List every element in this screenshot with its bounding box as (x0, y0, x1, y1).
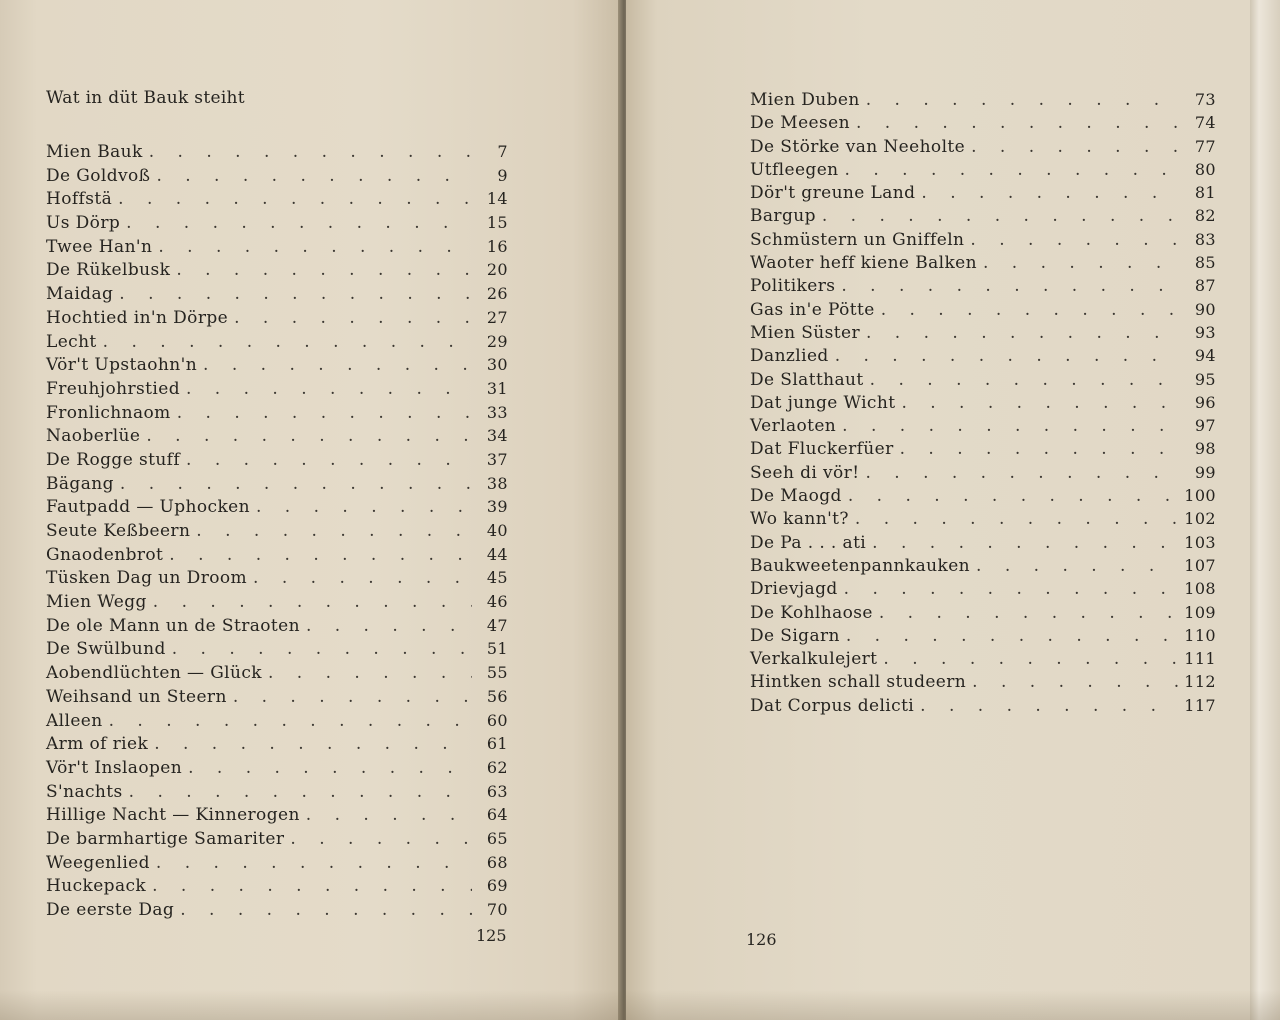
toc-entry-title: Twee Han'n (46, 236, 153, 257)
toc-entry (46, 353, 508, 377)
toc-entry-title: Fautpadd — Uphocken (46, 497, 250, 518)
toc-entry (750, 391, 1216, 414)
toc-entry-page-number: 64 (486, 805, 508, 825)
toc-entry-title: Dat junge Wicht (750, 392, 896, 413)
toc-entry-page-number: 109 (1184, 602, 1216, 622)
dot-leader (976, 555, 1178, 578)
toc-entry-page-number: 111 (1184, 649, 1216, 669)
toc-entry-page-number: 7 (497, 142, 508, 161)
toc-entry (750, 135, 1216, 158)
toc-entry-page-number: 73 (1194, 90, 1216, 109)
toc-entry-title: De Slatthaut (750, 369, 864, 390)
toc-entry (750, 624, 1216, 647)
toc-entry-page-number: 95 (1194, 369, 1216, 389)
toc-entry-title: Dat Corpus delicti (750, 695, 915, 716)
toc-entry-title: Weihsand un Steern (46, 686, 227, 707)
toc-entry (750, 111, 1216, 134)
dot-leader (169, 544, 472, 568)
toc-entry (46, 756, 508, 780)
toc-entry (46, 685, 508, 709)
dot-leader (233, 686, 472, 710)
toc-entry-title: Mien Duben (750, 90, 860, 110)
toc-entry (46, 637, 508, 661)
toc-entry-title: Wo kann't? (750, 509, 849, 530)
toc-entry-title: De Pa . . . ati (750, 532, 867, 553)
toc-entry (46, 780, 508, 804)
toc-entry-title: Us Dörp (46, 213, 121, 234)
toc-entry-title: Gas in'e Pötte (750, 299, 875, 320)
dot-leader (971, 136, 1180, 159)
dot-leader (866, 89, 1180, 112)
toc-entry-page-number: 9 (497, 165, 508, 185)
dot-leader (920, 695, 1178, 718)
toc-entry (46, 306, 508, 330)
dot-leader (842, 415, 1180, 438)
toc-entry (46, 495, 508, 519)
toc-entry (750, 321, 1216, 344)
toc-entry-title: Maidag (46, 284, 114, 305)
toc-entry (750, 507, 1216, 530)
toc-entry-title: Dat Fluckerfüer (750, 439, 894, 460)
dot-leader (306, 615, 472, 639)
toc-entry (750, 531, 1216, 554)
toc-entry (750, 484, 1216, 507)
dot-leader (845, 159, 1180, 182)
dot-leader (196, 520, 472, 544)
toc-entry-title: Tüsken Dag un Droom (46, 568, 248, 589)
dot-leader (120, 473, 472, 497)
toc-entry (46, 519, 508, 543)
toc-entry-title: Freuhjohrstied (46, 378, 180, 399)
toc-entry-page-number: 37 (486, 449, 508, 469)
toc-entry (46, 187, 508, 211)
toc-entry-page-number: 99 (1194, 462, 1216, 482)
toc-entry-page-number: 39 (486, 497, 508, 517)
toc-entry-page-number: 97 (1194, 416, 1216, 436)
toc-entry (46, 661, 508, 685)
toc-entry-page-number: 34 (486, 426, 508, 446)
toc-entry-page-number: 56 (486, 686, 508, 706)
toc-entry (46, 164, 508, 188)
dot-leader (870, 369, 1180, 392)
dot-leader (149, 141, 472, 165)
toc-entry-page-number: 82 (1194, 206, 1216, 226)
toc-entry (750, 694, 1216, 717)
dot-leader (846, 625, 1178, 648)
toc-entry-page-number: 94 (1194, 346, 1216, 366)
toc-entry-page-number: 61 (486, 734, 508, 754)
toc-entry (46, 472, 508, 496)
toc-entry-page-number: 112 (1184, 672, 1216, 692)
toc-entry-title: Vör't Inslaopen (46, 757, 183, 778)
toc-entry (750, 251, 1216, 274)
toc-entry-page-number: 14 (486, 189, 508, 209)
toc-entry (46, 140, 508, 164)
dot-leader (126, 212, 472, 236)
toc-entry-title: Dör't greune Land (750, 183, 916, 204)
toc-entry-title: Naoberlüe (46, 426, 141, 447)
toc-entry-title: Hoffstä (46, 189, 113, 210)
dot-leader (156, 165, 472, 189)
dot-leader (154, 733, 472, 757)
toc-entry (46, 709, 508, 733)
toc-entry-title: Verlaoten (750, 416, 837, 437)
toc-entry-title: Hintken schall studeern (750, 672, 967, 693)
dot-leader (841, 275, 1180, 298)
toc-entry-page-number: 96 (1194, 392, 1216, 412)
dot-leader (186, 378, 472, 402)
toc-entry (46, 614, 508, 638)
toc-entry-page-number: 46 (486, 592, 508, 612)
dot-leader (118, 188, 472, 212)
toc-entry (750, 670, 1216, 693)
toc-entry (46, 543, 508, 567)
toc-entry-title: Drievjagd (750, 579, 838, 600)
dot-leader (119, 283, 472, 307)
toc-entry-title: Hillige Nacht — Kinnerogen (46, 805, 300, 826)
dot-leader (855, 508, 1178, 531)
toc-entry-title: Mien Bauk (46, 142, 143, 162)
toc-entry-title: Hochtied in'n Dörpe (46, 307, 229, 328)
toc-entry-page-number: 63 (486, 781, 508, 801)
dot-leader (176, 259, 472, 283)
toc-entry-title: De Swülbund (46, 639, 166, 660)
toc-entry-page-number: 74 (1194, 113, 1216, 133)
dot-leader (865, 462, 1180, 485)
toc-entry-title: Arm of riek (46, 734, 149, 755)
dot-leader (900, 438, 1180, 461)
dot-leader (901, 392, 1180, 415)
toc-entry-page-number: 100 (1184, 486, 1216, 506)
toc-entry-title: De Sigarn (750, 625, 840, 646)
toc-entry (750, 274, 1216, 297)
toc-entry-title: Waoter heff kiene Balken (750, 253, 977, 274)
toc-entry-page-number: 33 (486, 402, 508, 422)
toc-entry-title: Mien Wegg (46, 592, 147, 613)
dot-leader (180, 899, 472, 923)
toc-entry-page-number: 40 (486, 521, 508, 540)
dot-leader (881, 299, 1180, 322)
toc-entry-page-number: 29 (486, 331, 508, 351)
toc-entry-page-number: 62 (486, 757, 508, 777)
toc-entry (46, 330, 508, 354)
toc-entry-page-number: 27 (486, 307, 508, 327)
toc-entry-page-number: 15 (486, 213, 508, 233)
toc-entry-title: De ole Mann un de Straoten (46, 615, 300, 636)
dot-leader (203, 354, 472, 378)
toc-entry-title: Weegenlied (46, 852, 150, 873)
toc-entry (750, 554, 1216, 577)
dot-leader (872, 532, 1178, 555)
toc-entry-page-number: 80 (1194, 159, 1216, 179)
toc-entry (750, 344, 1216, 367)
toc-entry (750, 228, 1216, 251)
toc-entry-title: Aobendlüchten — Glück (46, 663, 262, 684)
dot-leader (177, 402, 472, 426)
toc-entry (750, 204, 1216, 227)
dot-leader (172, 638, 472, 662)
dot-leader (253, 567, 472, 591)
toc-entry-page-number: 16 (486, 236, 508, 256)
toc-entry-page-number: 110 (1184, 625, 1216, 645)
toc-entry (750, 158, 1216, 181)
toc-entry-page-number: 85 (1194, 253, 1216, 273)
toc-entry-page-number: 69 (486, 876, 508, 896)
page-number-left: 125 (476, 926, 507, 945)
toc-entry (46, 258, 508, 282)
dot-leader (883, 648, 1178, 671)
toc-entry (46, 827, 508, 851)
toc-entry (750, 88, 1216, 111)
left-page (0, 0, 622, 1020)
dot-leader (921, 182, 1180, 205)
toc-entry-title: Schmüstern un Gniffeln (750, 229, 965, 250)
dot-leader (146, 425, 472, 449)
toc-list-right (750, 88, 1216, 717)
toc-entry-title: Alleen (46, 710, 103, 731)
dot-leader (188, 757, 472, 781)
toc-entry (750, 414, 1216, 437)
toc-entry-title: Vör't Upstaohn'n (46, 355, 198, 376)
toc-entry-title: Seeh di vör! (750, 462, 860, 483)
toc-entry-title: Politikers (750, 276, 836, 297)
toc-entry-title: De Meesen (750, 113, 850, 134)
toc-entry-page-number: 38 (486, 473, 508, 493)
toc-entry (46, 235, 508, 259)
dot-leader (972, 671, 1178, 694)
dot-leader (290, 828, 472, 852)
toc-entry-title: De Kohlhaose (750, 602, 873, 623)
toc-entry (46, 803, 508, 827)
toc-entry-page-number: 77 (1194, 136, 1216, 156)
toc-entry-title: Danzlied (750, 346, 829, 367)
toc-entry-title: Lecht (46, 331, 97, 352)
page-number-right: 126 (746, 930, 777, 949)
toc-entry-page-number: 45 (486, 568, 508, 588)
toc-entry-page-number: 70 (486, 900, 508, 919)
toc-entry-title: Bägang (46, 473, 114, 494)
toc-entry-title: De Rogge stuff (46, 449, 181, 470)
toc-entry-title: Verkalkulejert (750, 649, 878, 670)
table-shadow (0, 990, 1280, 1020)
toc-entry-page-number: 107 (1184, 555, 1216, 575)
dot-leader (156, 852, 472, 876)
dot-leader (153, 591, 472, 615)
toc-entry-title: De Störke van Neeholte (750, 136, 966, 157)
dot-leader (983, 252, 1180, 275)
toc-entry-page-number: 30 (486, 355, 508, 375)
toc-entry-title: S'nachts (46, 781, 123, 802)
toc-entry-title: Bargup (750, 206, 816, 227)
toc-entry-page-number: 83 (1194, 229, 1216, 249)
dot-leader (856, 112, 1180, 135)
toc-entry-page-number: 44 (486, 544, 508, 564)
toc-entry (46, 898, 508, 922)
toc-entry-title: Fronlichnaom (46, 402, 171, 423)
dot-leader (879, 602, 1178, 625)
dot-leader (822, 205, 1180, 228)
toc-entry (46, 211, 508, 235)
toc-entry-page-number: 93 (1194, 322, 1216, 342)
toc-entry-page-number: 90 (1194, 299, 1216, 319)
toc-entry-page-number: 81 (1194, 183, 1216, 203)
dot-leader (256, 496, 472, 520)
toc-entry (46, 424, 508, 448)
toc-entry-page-number: 87 (1194, 276, 1216, 296)
toc-entry (46, 377, 508, 401)
toc-entry-page-number: 65 (486, 828, 508, 848)
toc-entry-page-number: 117 (1184, 695, 1216, 715)
dot-leader (835, 345, 1180, 368)
toc-entry-page-number: 102 (1184, 509, 1216, 529)
toc-entry-title: De eerste Dag (46, 900, 175, 920)
toc-entry-page-number: 103 (1184, 532, 1216, 552)
toc-entry-page-number: 20 (486, 260, 508, 280)
toc-entry-page-number: 60 (486, 710, 508, 730)
toc-entry-page-number: 108 (1184, 579, 1216, 599)
dot-leader (268, 662, 472, 686)
toc-entry-title: De Rükelbusk (46, 260, 171, 281)
dot-leader (234, 307, 472, 331)
toc-entry (750, 368, 1216, 391)
dot-leader (306, 804, 472, 828)
toc-entry-title: Huckepack (46, 876, 147, 897)
toc-entry (46, 282, 508, 306)
toc-entry (46, 874, 508, 898)
toc-entry-page-number: 26 (486, 284, 508, 304)
toc-entry-title: De Maogd (750, 486, 842, 507)
toc-entry-page-number: 51 (486, 639, 508, 659)
toc-entry-page-number: 55 (486, 663, 508, 683)
toc-entry (750, 298, 1216, 321)
toc-entry (46, 448, 508, 472)
dot-leader (158, 236, 472, 260)
toc-entry (46, 590, 508, 614)
dot-leader (844, 578, 1179, 601)
toc-entry-title: Seute Keßbeern (46, 521, 191, 541)
dot-leader (186, 449, 472, 473)
toc-entry-title: De Goldvoß (46, 165, 151, 186)
toc-entry-title: Gnaodenbrot (46, 544, 164, 565)
toc-entry (46, 851, 508, 875)
toc-entry (750, 461, 1216, 484)
toc-entry (46, 566, 508, 590)
dot-leader (848, 485, 1178, 508)
dot-leader (103, 331, 472, 355)
toc-entry-page-number: 98 (1194, 439, 1216, 459)
toc-entry (750, 577, 1216, 600)
dot-leader (109, 710, 472, 734)
toc-entry-page-number: 68 (486, 852, 508, 872)
page-edges (1250, 0, 1280, 1020)
toc-list-left (46, 140, 508, 922)
dot-leader (152, 875, 472, 899)
dot-leader (866, 322, 1180, 345)
toc-heading: Wat in düt Bauk steiht (46, 88, 245, 108)
toc-entry-title: Utfleegen (750, 159, 839, 180)
toc-entry (46, 732, 508, 756)
toc-entry (750, 181, 1216, 204)
toc-entry (46, 401, 508, 425)
toc-entry-title: Mien Süster (750, 322, 860, 343)
toc-entry (750, 601, 1216, 624)
toc-entry-page-number: 31 (486, 378, 508, 398)
toc-entry-title: Baukweetenpannkauken (750, 555, 971, 576)
toc-entry (750, 437, 1216, 460)
dot-leader (970, 229, 1180, 252)
dot-leader (129, 781, 472, 805)
toc-entry-title: De barmhartige Samariter (46, 828, 285, 849)
toc-entry (750, 647, 1216, 670)
toc-entry-page-number: 47 (486, 615, 508, 635)
